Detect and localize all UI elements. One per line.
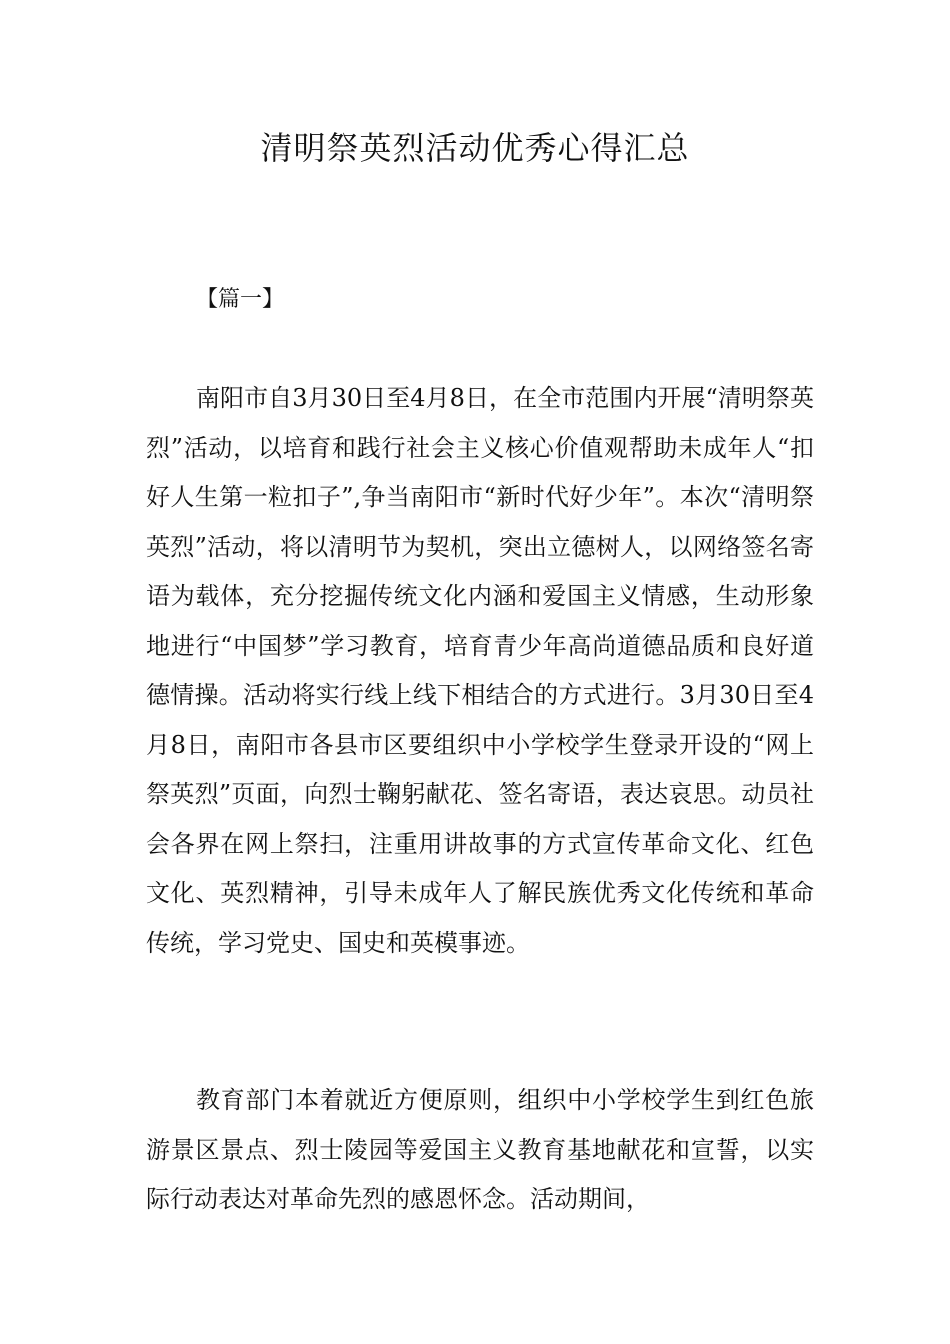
paragraph: 南阳市自3月30日至4月8日，在全市范围内开展“清明祭英烈”活动，以培育和践行社会主义核心价值观帮助未成年人“扣好人生第一粒扣子”,争当南阳市“新时代好少年”。本次“清明祭英烈”活动，将以清明节为契机，突出立德树人，以网络签名寄语为载体，充分挖掘传统文化内涵和爱国主义情感，生动形象地进行“中国梦”学习教育，培育青少年高尚道德品质和良好道德情操。活动将实行线上线下相结合的方式进行。3月30日至4月8日，南阳市各县市区要组织中小学校学生登录开设的“网上祭英烈”页面，向烈士鞠躬献花、签名寄语，表达哀思。动员社会各界在网上祭扫，注重用讲故事的方式宣传革命文化、红色文化、英烈精神，引导未成年人了解民族优秀文化传统和革命传统，学习党史、国史和英模事迹。 [146, 384, 814, 957]
document-title: 清明祭英烈活动优秀心得汇总 [260, 129, 690, 167]
paragraph: 教育部门本着就近方便原则，组织中小学校学生到红色旅游景区景点、烈士陵园等爱国主义教育基地献花和宣誓，以实际行动表达对革命先烈的感恩怀念。活动期间， [146, 1086, 814, 1213]
section-label: 【篇一】 [196, 287, 285, 312]
